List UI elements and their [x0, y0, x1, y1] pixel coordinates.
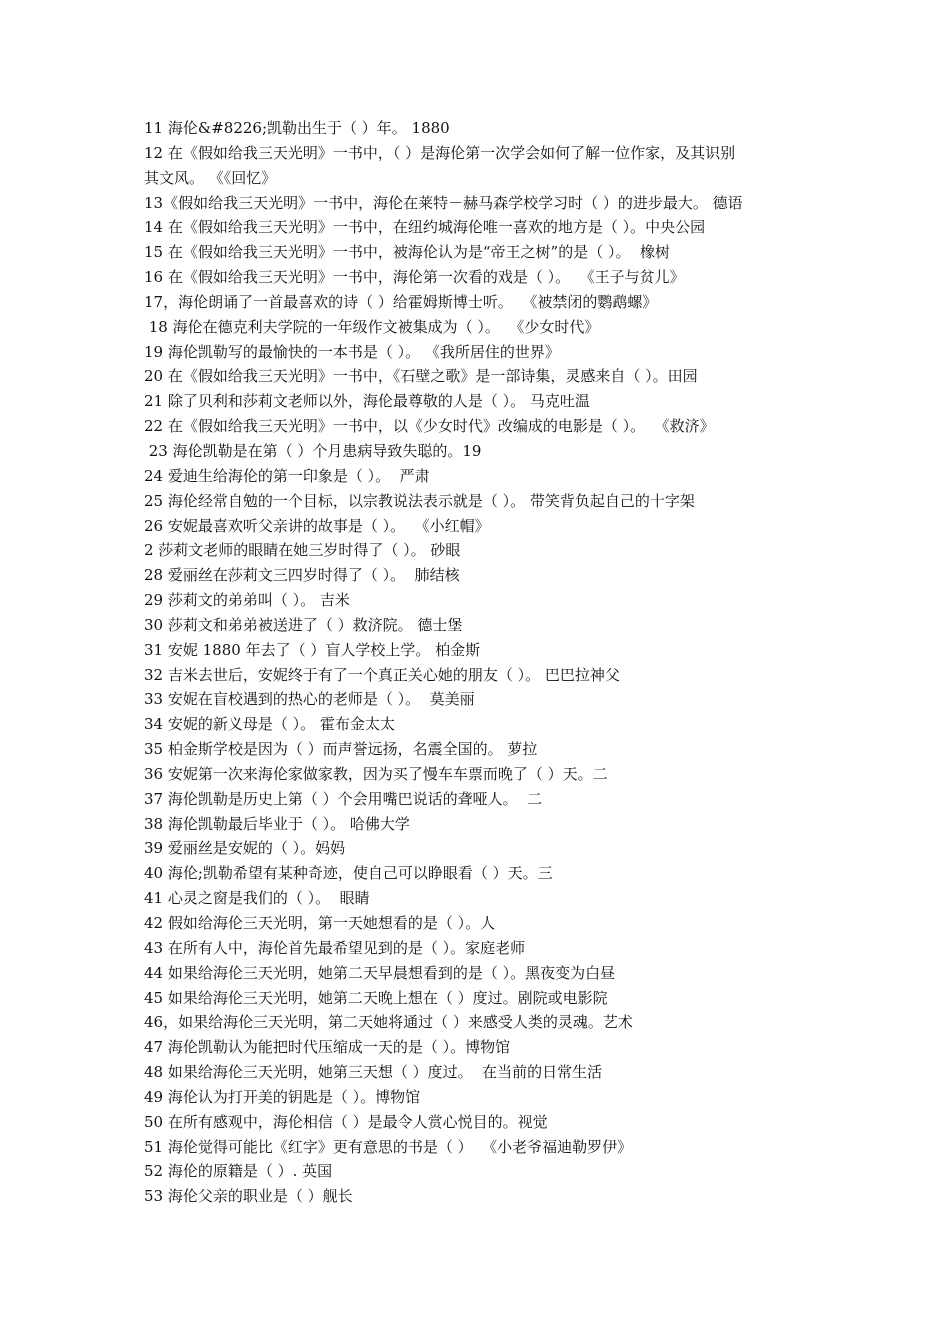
question-line: 22 在《假如给我三天光明》一书中，以《少女时代》改编成的电影是（ ）。 《救济》	[144, 417, 715, 436]
question-line: 47 海伦凯勒认为能把时代压缩成一天的是（ ）。博物馆	[144, 1038, 511, 1057]
question-line: 48 如果给海伦三天光明，她第三天想（ ）度过。 在当前的日常生活	[144, 1063, 603, 1082]
question-line: 36 安妮第一次来海伦家做家教，因为买了慢车车票而晚了（ ）天。二	[144, 764, 608, 783]
question-line: 39 爱丽丝是安妮的（ ）。妈妈	[144, 839, 346, 858]
question-line: 40 海伦;凯勒希望有某种奇迹，使自己可以睁眼看（ ）天。三	[144, 864, 553, 883]
question-line: 14 在《假如给我三天光明》一书中，在纽约城海伦唯一喜欢的地方是（ ）。中央公园	[144, 218, 706, 237]
question-line: 29 莎莉文的弟弟叫（ ）。 吉米	[144, 591, 350, 610]
question-line: 16 在《假如给我三天光明》一书中，海伦第一次看的戏是（ ）。 《王子与贫儿》	[144, 268, 685, 287]
question-line: 11 海伦&#8226;凯勒出生于（ ）年。 1880	[144, 119, 450, 137]
question-line: 49 海伦认为打开美的钥匙是（ ）。博物馆	[144, 1087, 421, 1106]
question-line: 19 海伦凯勒写的最愉快的一本书是（ ）。 《我所居住的世界》	[144, 342, 560, 361]
question-line: 46，如果给海伦三天光明，第二天她将通过（ ）来感受人类的灵魂。艺术	[144, 1013, 633, 1032]
question-line: 38 海伦凯勒最后毕业于（ ）。 哈佛大学	[144, 814, 410, 833]
question-line: 23 海伦凯勒是在第（ ）个月患病导致失聪的。19	[144, 441, 482, 460]
question-line: 43 在所有人中，海伦首先最希望见到的是（ ）。家庭老师	[144, 938, 526, 957]
question-line: 25 海伦经常自勉的一个目标，以宗教说法表示就是（ ）。 带笑背负起自己的十字架	[144, 491, 695, 510]
question-line: 34 安妮的新义母是（ ）。 霍布金太太	[144, 715, 395, 734]
question-line: 42 假如给海伦三天光明，第一天她想看的是（ ）。人	[144, 914, 496, 932]
question-line: 26 安妮最喜欢听父亲讲的故事是（ ）。 《小红帽》	[144, 516, 490, 535]
question-line: 15 在《假如给我三天光明》一书中，被海伦认为是“帝王之树”的是（ ）。 橡树	[144, 243, 670, 262]
question-line: 44 如果给海伦三天光明，她第二天早晨想看到的是（ ）。黑夜变为白昼	[144, 963, 616, 982]
question-line: 32 吉米去世后，安妮终于有了一个真正关心她的朋友（ ）。 巴巴拉神父	[144, 665, 620, 684]
question-line: 41 心灵之窗是我们的（ ）。 眼睛	[144, 889, 370, 908]
question-line: 17，海伦朗诵了一首最喜欢的诗（ ）给霍姆斯博士听。 《被禁闭的鹦鹉螺》	[144, 292, 658, 311]
question-line	[144, 1209, 824, 1234]
question-line: 2 莎莉文老师的眼睛在她三岁时得了（ ）。 砂眼	[144, 541, 461, 560]
question-line: 53 海伦父亲的职业是（ ）舰长	[144, 1187, 353, 1206]
question-line: 50 在所有感观中，海伦相信（ ）是最令人赏心悦目的。视觉	[144, 1112, 548, 1131]
question-line: 28 爱丽丝在莎莉文三四岁时得了（ ）。 肺结核	[144, 566, 460, 585]
question-line: 35 柏金斯学校是因为（ ）而声誉远扬，名震全国的。 萝拉	[144, 740, 538, 759]
question-line: 31 安妮 1880 年去了（ ）盲人学校上学。 柏金斯	[144, 640, 481, 659]
question-list	[144, 116, 824, 1234]
question-line: 33 安妮在盲校遇到的热心的老师是（ ）。 莫美丽	[144, 690, 475, 709]
question-line: 52 海伦的原籍是（ ）. 英国	[144, 1162, 333, 1181]
question-line: 30 莎莉文和弟弟被送进了（ ）救济院。 德士堡	[144, 615, 463, 634]
question-line: 37 海伦凯勒是历史上第（ ）个会用嘴巴说话的聋哑人。 二	[144, 789, 543, 808]
question-line: 51 海伦觉得可能比《红字》更有意思的书是（ ） 《小老爷福迪勒罗伊》	[144, 1137, 633, 1156]
question-line: 18 海伦在德克利夫学院的一年级作文被集成为（ ）。 《少女时代》	[144, 317, 600, 336]
question-line: 45 如果给海伦三天光明，她第二天晚上想在（ ）度过。剧院或电影院	[144, 988, 608, 1007]
question-line: 20 在《假如给我三天光明》一书中，《石壁之歌》是一部诗集，灵感来自（ ）。田园	[144, 367, 698, 386]
question-line: 13《假如给我三天光明》一书中，海伦在莱特－赫马森学校学习时（ ）的进步最大。 德语	[144, 193, 743, 212]
question-line: 12 在《假如给我三天光明》一书中，（ ）是海伦第一次学会如何了解一位作家，及其识别	[144, 143, 736, 162]
question-line: 24 爱迪生给海伦的第一印象是（ ）。 严肃	[144, 466, 430, 485]
question-line: 21 除了贝利和莎莉文老师以外，海伦最尊敬的人是（ ）。 马克吐温	[144, 392, 590, 411]
question-line: 其文风。 《《回忆》	[144, 168, 277, 187]
